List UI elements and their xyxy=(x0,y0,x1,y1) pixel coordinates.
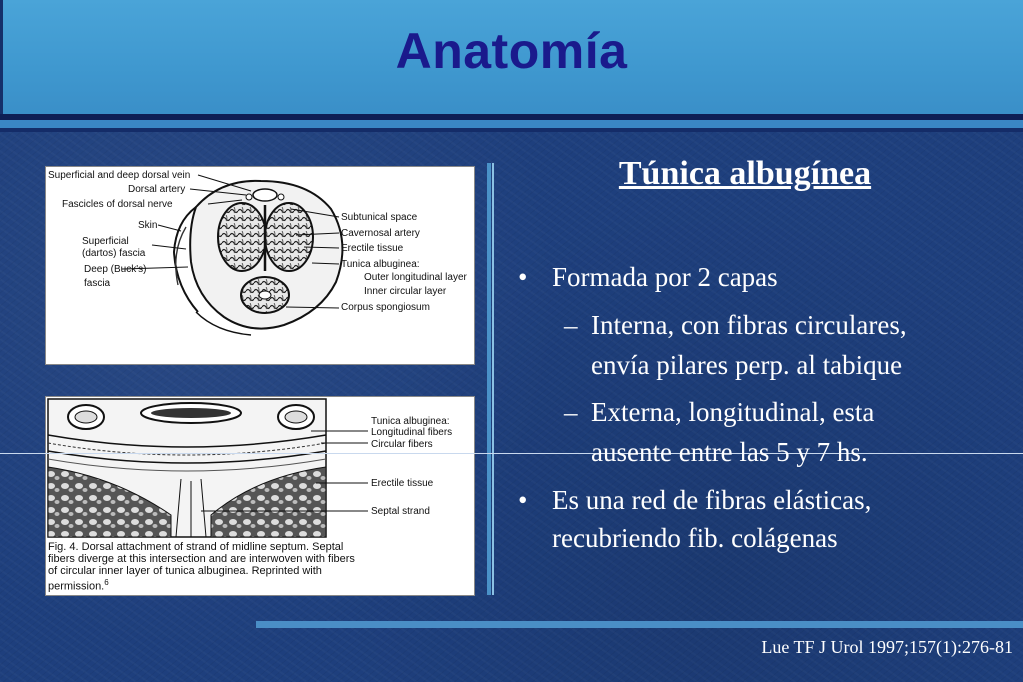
label-skin: Skin xyxy=(138,220,158,231)
slide-header xyxy=(0,0,1023,114)
bullet-text: Formada por 2 capas xyxy=(552,262,778,292)
sub-bullet-text: Externa, longitudinal, esta xyxy=(591,397,875,427)
label-dorsal-vein: Superficial and deep dorsal vein xyxy=(48,170,191,181)
sub-bullet-text: Interna, con fibras circulares, xyxy=(591,310,907,340)
label-deep-bucks: Deep (Buck's) xyxy=(84,264,147,275)
label-tunica-albuginea-2: Tunica albuginea: xyxy=(371,416,450,427)
header-divider-light xyxy=(0,120,1023,128)
caption-line: Fig. 4. Dorsal attachment of strand of midline septum. Septal xyxy=(48,541,344,553)
label-erectile-tissue: Erectile tissue xyxy=(341,243,404,254)
label-dartos-fascia: (dartos) fascia xyxy=(82,248,146,259)
label-erectile-tissue-2: Erectile tissue xyxy=(371,478,434,489)
label-inner-layer: Inner circular layer xyxy=(364,286,447,297)
label-dorsal-artery: Dorsal artery xyxy=(128,184,186,195)
sub-bullet-text: ausente entre las 5 y 7 hs. xyxy=(591,437,868,467)
label-outer-layer: Outer longitudinal layer xyxy=(364,272,467,283)
bullet-glyph: • xyxy=(518,485,528,515)
figure-caption xyxy=(48,541,472,593)
footer-divider xyxy=(256,621,1023,628)
label-corpus-spongiosum: Corpus spongiosum xyxy=(341,302,430,313)
horizontal-guide-line xyxy=(0,453,1023,454)
bullet-text: recubriendo fib. colágenas xyxy=(552,523,838,553)
label-tunica-albuginea: Tunica albuginea: xyxy=(341,259,420,270)
caption-line: fibers diverge at this intersection and are interwoven with fibers xyxy=(48,553,355,565)
citation: Lue TF J Urol 1997;157(1):276-81 xyxy=(761,637,1013,657)
vertical-divider-highlight xyxy=(492,163,494,595)
caption-last-text: permission. xyxy=(48,580,105,593)
label-fascia: fascia xyxy=(84,278,111,289)
label-circular-fibers: Circular fibers xyxy=(371,439,433,450)
label-superficial: Superficial xyxy=(82,236,129,247)
bullet-text: Es una red de fibras elásticas, xyxy=(552,485,872,515)
caption-line xyxy=(48,577,472,593)
label-septal-strand: Septal strand xyxy=(371,506,430,517)
bullet-glyph: • xyxy=(518,262,528,292)
label-dorsal-nerve: Fascicles of dorsal nerve xyxy=(62,199,173,210)
label-subtunical-space: Subtunical space xyxy=(341,212,418,223)
sub-bullet-glyph: – xyxy=(564,397,578,427)
sub-bullet-text: envía pilares perp. al tabique xyxy=(591,350,903,380)
label-longitudinal-fibers: Longitudinal fibers xyxy=(371,427,453,438)
sub-bullet-glyph: – xyxy=(564,310,578,340)
vertical-divider xyxy=(487,163,491,595)
cross-section-figure xyxy=(45,166,475,365)
caption-line: of circular inner layer of tunica albuginea. Reprinted with xyxy=(48,565,322,577)
septum-figure xyxy=(45,396,475,596)
caption-reference: 6 xyxy=(104,578,109,587)
slide-title: Anatomía xyxy=(395,23,628,79)
section-subtitle: Túnica albugínea xyxy=(618,155,872,192)
label-cavernosal-artery: Cavernosal artery xyxy=(341,228,420,239)
